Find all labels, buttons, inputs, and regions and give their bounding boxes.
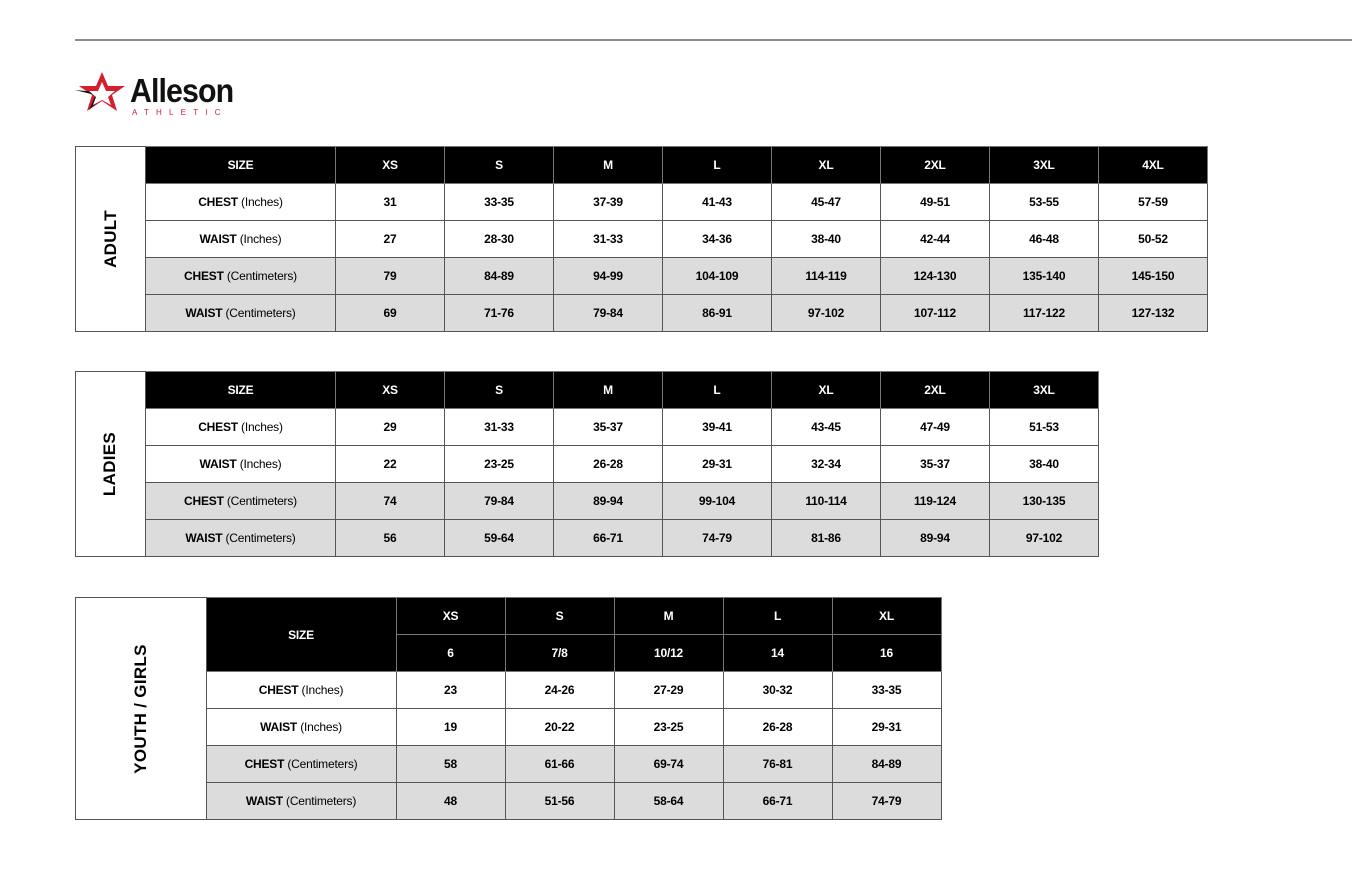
measure-name: CHEST: [184, 269, 224, 283]
measurement-value: 66-71: [554, 520, 663, 557]
measurement-value: 127-132: [1099, 295, 1208, 332]
measure-unit: (Inches): [241, 420, 283, 434]
measure-unit: (Centimeters): [225, 306, 296, 320]
measurement-value: 124-130: [881, 258, 990, 295]
measurement-value: 26-28: [554, 446, 663, 483]
measurement-value: 71-76: [445, 295, 554, 332]
brand-logo: [75, 68, 275, 120]
measure-name: WAIST: [185, 306, 223, 320]
measurement-value: 41-43: [663, 184, 772, 221]
measurement-label: [146, 295, 336, 332]
measurement-value: 61-66: [505, 746, 614, 783]
ladies-table: [75, 371, 1099, 557]
measurement-value: 66-71: [723, 783, 832, 820]
measurement-value: 130-135: [990, 483, 1099, 520]
size-column-header: XS: [336, 147, 445, 184]
size-column-header: 2XL: [881, 147, 990, 184]
size-column-header: XL: [832, 598, 941, 635]
measurement-value: 69: [336, 295, 445, 332]
measurement-value: 37-39: [554, 184, 663, 221]
group-label-cell: [76, 372, 146, 557]
measurement-value: 46-48: [990, 221, 1099, 258]
header-row: [76, 598, 942, 635]
measure-unit: (Inches): [239, 457, 282, 471]
measure-unit: (Inches): [301, 683, 344, 697]
group-label-cell: [76, 147, 146, 332]
measure-unit: (Centimeters): [226, 269, 297, 283]
numeric-size-header: 16: [832, 635, 941, 672]
size-column-header: L: [723, 598, 832, 635]
size-column-header: S: [505, 598, 614, 635]
size-column-header: M: [554, 372, 663, 409]
measurement-label: [206, 709, 396, 746]
measurement-row: [76, 446, 1099, 483]
measurement-value: 35-37: [554, 409, 663, 446]
group-label: ADULT: [100, 210, 120, 268]
measurement-value: 81-86: [772, 520, 881, 557]
measurement-value: 39-41: [663, 409, 772, 446]
size-header: SIZE: [206, 598, 396, 672]
group-label-cell: [76, 598, 207, 820]
measure-unit: (Centimeters): [287, 757, 358, 771]
measurement-value: 110-114: [772, 483, 881, 520]
measurement-label: [146, 184, 336, 221]
measurement-label: [146, 221, 336, 258]
ladies-size-chart: [75, 371, 1099, 557]
measurement-value: 49-51: [881, 184, 990, 221]
measurement-value: 28-30: [445, 221, 554, 258]
measurement-label: [146, 483, 336, 520]
measurement-value: 30-32: [723, 672, 832, 709]
measurement-value: 27-29: [614, 672, 723, 709]
size-column-header: S: [445, 147, 554, 184]
size-column-header: M: [554, 147, 663, 184]
size-column-header: M: [614, 598, 723, 635]
measurement-value: 34-36: [663, 221, 772, 258]
measurement-value: 31-33: [445, 409, 554, 446]
measurement-row: [76, 483, 1099, 520]
measurement-value: 33-35: [832, 672, 941, 709]
measure-unit: (Centimeters): [225, 531, 296, 545]
measure-unit: (Centimeters): [286, 794, 357, 808]
measurement-value: 38-40: [772, 221, 881, 258]
measurement-value: 42-44: [881, 221, 990, 258]
youth-girls-size-chart: [75, 597, 942, 820]
measure-name: CHEST: [184, 494, 224, 508]
measure-unit: (Centimeters): [226, 494, 297, 508]
measurement-value: 58: [396, 746, 505, 783]
measure-name: WAIST: [199, 232, 237, 246]
measurement-value: 94-99: [554, 258, 663, 295]
measurement-value: 51-53: [990, 409, 1099, 446]
measurement-label: [146, 258, 336, 295]
size-column-header: XL: [772, 372, 881, 409]
measure-name: WAIST: [245, 794, 283, 808]
measurement-value: 35-37: [881, 446, 990, 483]
size-column-header: L: [663, 372, 772, 409]
measurement-value: 23: [396, 672, 505, 709]
measurement-label: [206, 746, 396, 783]
measurement-value: 23-25: [445, 446, 554, 483]
measure-name: CHEST: [198, 420, 238, 434]
measurement-label: [146, 446, 336, 483]
size-header: SIZE: [146, 147, 336, 184]
size-column-header: 3XL: [990, 147, 1099, 184]
numeric-size-header: 10/12: [614, 635, 723, 672]
measurement-value: 29-31: [832, 709, 941, 746]
measurement-value: 43-45: [772, 409, 881, 446]
measure-name: WAIST: [199, 457, 237, 471]
measure-unit: (Inches): [300, 720, 342, 734]
measurement-value: 38-40: [990, 446, 1099, 483]
measurement-value: 74: [336, 483, 445, 520]
top-divider: [75, 39, 1352, 41]
measurement-value: 135-140: [990, 258, 1099, 295]
youth-table: [75, 597, 942, 820]
measurement-label: [206, 783, 396, 820]
measurement-value: 117-122: [990, 295, 1099, 332]
measurement-label: [146, 520, 336, 557]
header-row: [76, 372, 1099, 409]
header-row: [76, 147, 1208, 184]
measure-name: WAIST: [260, 720, 298, 734]
brand-tagline: ATHLETIC: [132, 108, 228, 117]
group-label: YOUTH / GIRLS: [130, 643, 150, 774]
measure-name: CHEST: [244, 757, 285, 771]
size-column-header: S: [445, 372, 554, 409]
measurement-value: 74-79: [663, 520, 772, 557]
measurement-value: 56: [336, 520, 445, 557]
measurement-value: 119-124: [881, 483, 990, 520]
size-column-header: L: [663, 147, 772, 184]
size-header: SIZE: [146, 372, 336, 409]
size-column-header: 2XL: [881, 372, 990, 409]
measure-name: CHEST: [198, 195, 238, 209]
measurement-value: 79-84: [445, 483, 554, 520]
measurement-value: 24-26: [505, 672, 614, 709]
measurement-value: 84-89: [445, 258, 554, 295]
measurement-value: 57-59: [1099, 184, 1208, 221]
measurement-value: 47-49: [881, 409, 990, 446]
measurement-value: 58-64: [614, 783, 723, 820]
measurement-value: 31-33: [554, 221, 663, 258]
measurement-value: 53-55: [990, 184, 1099, 221]
measurement-value: 31: [336, 184, 445, 221]
measurement-value: 97-102: [772, 295, 881, 332]
measurement-value: 76-81: [723, 746, 832, 783]
measurement-value: 23-25: [614, 709, 723, 746]
measurement-value: 26-28: [723, 709, 832, 746]
measurement-row: [76, 409, 1099, 446]
measurement-value: 79-84: [554, 295, 663, 332]
size-column-header: 3XL: [990, 372, 1099, 409]
measurement-label: [206, 672, 396, 709]
measurement-value: 69-74: [614, 746, 723, 783]
measurement-value: 114-119: [772, 258, 881, 295]
adult-size-chart: [75, 146, 1208, 332]
measurement-value: 99-104: [663, 483, 772, 520]
measurement-value: 48: [396, 783, 505, 820]
size-column-header: 4XL: [1099, 147, 1208, 184]
measurement-label: [146, 409, 336, 446]
measurement-value: 33-35: [445, 184, 554, 221]
measurement-row: [76, 520, 1099, 557]
measurement-value: 45-47: [772, 184, 881, 221]
measurement-row: [76, 295, 1208, 332]
measurement-value: 22: [336, 446, 445, 483]
measurement-value: 29-31: [663, 446, 772, 483]
numeric-size-header: 14: [723, 635, 832, 672]
measurement-value: 107-112: [881, 295, 990, 332]
group-label: LADIES: [100, 431, 120, 497]
measurement-row: [76, 221, 1208, 258]
measure-name: CHEST: [258, 683, 299, 697]
measurement-row: [76, 184, 1208, 221]
star-icon: [75, 70, 129, 114]
measurement-value: 32-34: [772, 446, 881, 483]
measurement-value: 79: [336, 258, 445, 295]
measurement-row: [76, 258, 1208, 295]
measurement-value: 89-94: [554, 483, 663, 520]
measure-unit: (Inches): [239, 232, 282, 246]
measure-unit: (Inches): [241, 195, 283, 209]
measurement-value: 74-79: [832, 783, 941, 820]
measurement-value: 27: [336, 221, 445, 258]
measure-name: WAIST: [185, 531, 223, 545]
measurement-value: 97-102: [990, 520, 1099, 557]
size-column-header: XL: [772, 147, 881, 184]
measurement-value: 84-89: [832, 746, 941, 783]
numeric-size-header: 6: [396, 635, 505, 672]
numeric-size-header: 7/8: [505, 635, 614, 672]
measurement-value: 89-94: [881, 520, 990, 557]
measurement-value: 19: [396, 709, 505, 746]
size-column-header: XS: [336, 372, 445, 409]
size-column-header: XS: [396, 598, 505, 635]
measurement-value: 104-109: [663, 258, 772, 295]
measurement-value: 51-56: [505, 783, 614, 820]
measurement-value: 145-150: [1099, 258, 1208, 295]
adult-table: [75, 146, 1208, 332]
measurement-value: 59-64: [445, 520, 554, 557]
measurement-value: 20-22: [505, 709, 614, 746]
measurement-value: 50-52: [1099, 221, 1208, 258]
measurement-value: 86-91: [663, 295, 772, 332]
brand-name: Alleson: [130, 72, 234, 109]
measurement-value: 29: [336, 409, 445, 446]
